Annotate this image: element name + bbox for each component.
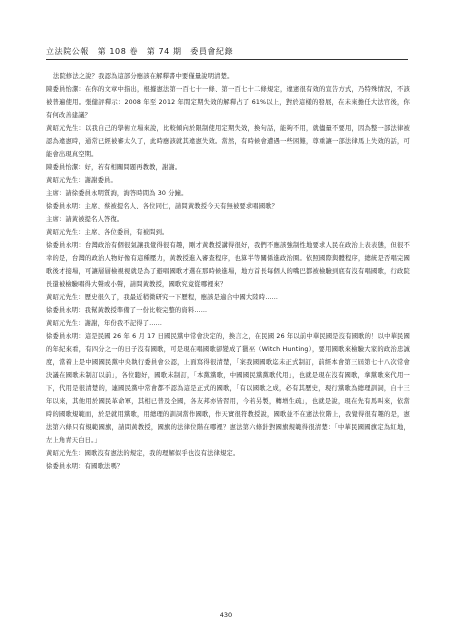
gazette-header: 立法院公報 第 108 卷 第 74 期 委員會紀錄 (46, 47, 234, 56)
transcript-paragraph: 黃昭元先生：以我自己的學術立場來說，比較傾向於限制使用定期失效，換句話，能夠不用，就儘量不要用，因為整一部法律被認為違憲時，通常已經被審太久了，此時應該就其違憲失效。當然，有時候會遭遇一些困難，尊重讓一部法律馬上失效的話，可能會出現真空期。 (46, 125, 410, 158)
transcript-paragraph: 黃昭元先生：主席、各位委員，有被問到。 (46, 229, 169, 236)
transcript-paragraph: 徐委員永明：這是民國 26 年 6 月 17 日國民黨中常會決定的，換言之，在民國 26 年以前中華民國是沒有國歌的！以中華民國的年紀來看，有四分之一的日子沒有國歌，可是現在唱國歌卻變成了獵巫（Witch Hunting），要用國歌來檢驗大家的政治忠誠度，當着上是中國國民黨中央執行委員會公認，上面寫得很清楚，「案我國國歌迄未正式制訂，前經本會第三屆第七十八次常會決議在國歌未制訂以前」，各位聽好，國歌未制訂，「本黨黨歌，中國國民黨黨歌代用」，也就是現在沒有國歌，拿黨歌來代用一下，代用是很清楚的，連國民黨中常會都不認為這是正式的國歌，「有以國歌之成，必有其歷史，現行黨歌為總理訓詞，自十三年以來，其他用於國民革命軍，其相已普及全國，各友邦亦皆習用，今若另製，轉增生疏」，也就是說，現在先有馬叫來，依當時的國歌規範而，於是就用黨歌，用總理的訓詞當作國歌，作天實很符教授說，國歌並不在憲法位階上，我覺得很有趣的是，憲法第六條只有規範國旗，請問黃教授，國旗的法律位階在哪裡？憲法第六條針對國旗規範得很清楚：「中華民國國旗定為紅地，左上角青天白日。」 (46, 333, 410, 444)
page-number: 430 (219, 611, 233, 619)
transcript-paragraph: 徐委員永明：主席、蔡被提名人、各位同仁，請問黃教授今天有無被要求唱國歌？ (46, 203, 279, 210)
transcript-paragraph: 主席：請黃被提名人答復。 (46, 216, 124, 223)
transcript-paragraph: 黃昭元先生：國歌沒有憲法的規定，我的理解似乎也沒有法律規定。 (46, 450, 240, 457)
transcript-paragraph: 法院修法之說？我認為這部分應該在解釋書中要僅量說明清楚。 (53, 73, 234, 80)
transcript-paragraph: 黃昭元先生：謝謝，年份我不記得了…… (46, 320, 163, 327)
transcript-paragraph: 黃昭元先生：歷史很久了，我最近稍微研究一下歷程，應該是適合中國大陸時…… (46, 294, 279, 301)
transcript-body (46, 70, 410, 473)
transcript-paragraph: 徐委員永明：我幫黃教授準備了一份比較完整的資料…… (46, 307, 208, 314)
transcript-paragraph: 陳委員怡潔：好，若有相關問題再教教，謝謝。 (46, 164, 182, 171)
transcript-paragraph: 徐委員永明：有國歌法嗎？ (46, 463, 124, 470)
transcript-paragraph: 陳委員怡潔：在你的文章中指出，根據憲法第一百七十一條、第一百七十二條規定，違憲很有效的宣告方式，乃特殊情況，不該被普遍使用。張健評釋示：2008 年至 2012 年間定期失效的解釋占了 61%以上，對於這樣的發展，在未來擔任大法官後，你有何改善建議？ (46, 86, 410, 119)
header-rule (46, 59, 408, 60)
transcript-paragraph: 徐委員永明：台灣政治有個很氣讓我覺得很有趣，剛才黃教授講得很好，我們不應該強制性地要求人民在政治上表表態，但很不幸的是，台灣的政治人物好像有這種壓力，黃教授進入審查程序，也算半等關係進政治圈。依照國際與體程序，總統是否唱完國歌後才接場，可讓層層檢視視就是為了避唱國歌才選在那時候進場，地方首長每個人的嘴巴都被檢驗到底有沒有唱國歌，行政院長還被檢驗唱得大聲或小聲，請問黃教授，國歌究竟從哪裡來？ (46, 242, 410, 288)
transcript-paragraph: 黃昭元先生：謝謝委員。 (46, 177, 117, 184)
transcript-paragraph: 主席：請徐委員永明質詢，詢答時間為 30 分鐘。 (46, 190, 188, 197)
